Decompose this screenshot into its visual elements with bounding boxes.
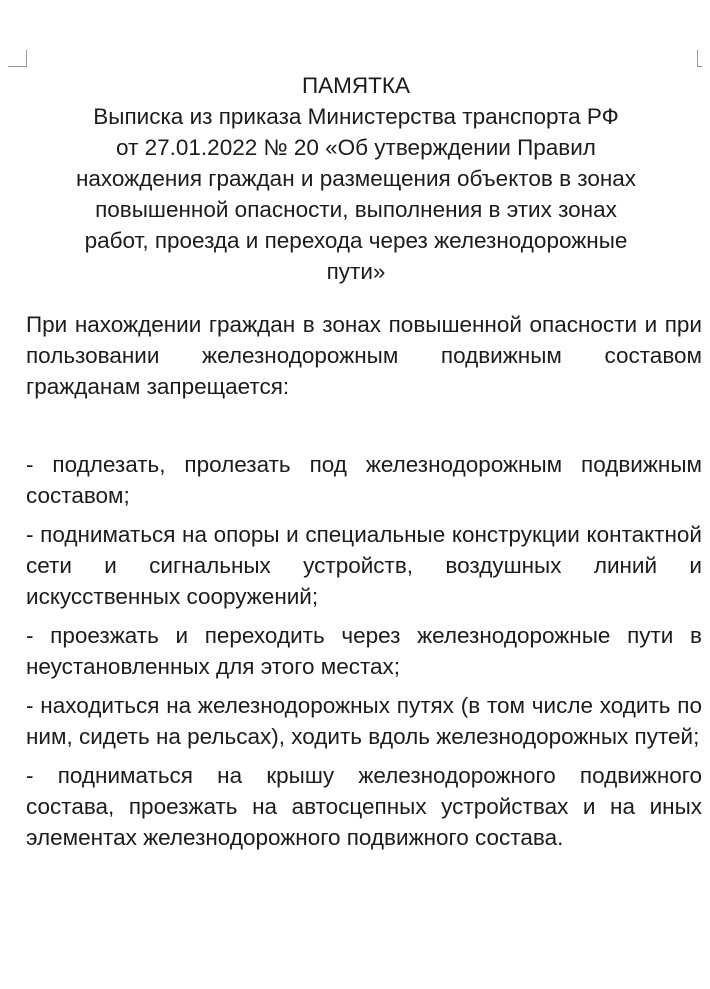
margin-corner-mark-left xyxy=(8,50,27,67)
header-line-6: пути» xyxy=(326,259,386,284)
header-line-3: нахождения граждан и размещения объектов в зонах xyxy=(75,166,637,191)
list-item: - проезжать и переходить через железнодорожные пути в неустановленных для этого местах; xyxy=(26,623,702,679)
intro-paragraph: При нахождении граждан в зонах повышенной опасности и при пользовании железнодорожным подвижным составом гражданам запрещается: xyxy=(26,312,702,399)
header-line-4: повышенной опасности, выполнения в этих зонах xyxy=(95,197,617,222)
document-body xyxy=(26,309,702,861)
margin-corner-mark-right xyxy=(697,50,702,67)
document-title: ПАМЯТКА xyxy=(301,73,411,98)
header-line-5: работ, проезда и перехода через железнодорожные xyxy=(84,228,628,253)
header-line-2: от 27.01.2022 № 20 «Об утверждении Правил xyxy=(116,135,596,160)
list-item: - подниматься на опоры и специальные конструкции контактной сети и сигнальных устройств, воздушных линий и искусственных сооружений; xyxy=(26,522,702,609)
list-item: - подниматься на крышу железнодорожного подвижного состава, проезжать на автосцепных устройствах и на иных элементах железнодорожного подвижного состава. xyxy=(26,763,702,850)
document-header xyxy=(18,70,694,287)
list-item: - находиться на железнодорожных путях (в том числе ходить по ним, сидеть на рельсах), ходить вдоль железнодорожных путей; xyxy=(26,693,702,749)
header-line-1: Выписка из приказа Министерства транспорта РФ xyxy=(93,104,619,129)
list-item: - подлезать, пролезать под железнодорожным подвижным составом; xyxy=(26,452,702,508)
